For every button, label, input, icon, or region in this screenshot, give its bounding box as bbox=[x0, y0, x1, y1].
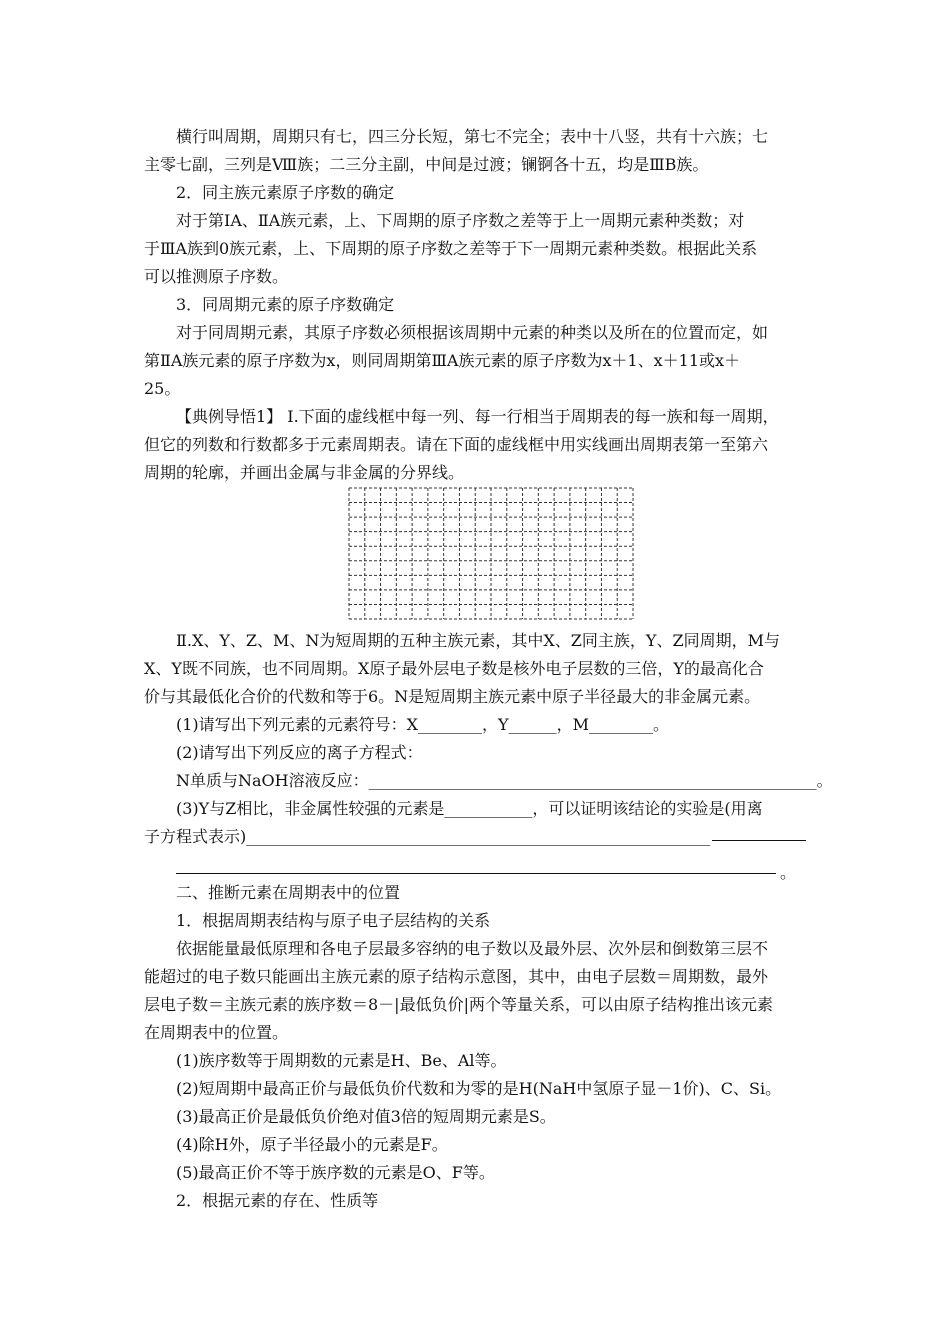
section-2-paragraph-4: 在周期表中的位置。 bbox=[144, 1023, 289, 1042]
subquestion-3-line-2[interactable]: 子方程式表示)__________________________________________________________ bbox=[144, 827, 711, 846]
question-2-line-2: X、Y既不同族，也不同周期。X原子最外层电子数是核外电子层数的三倍，Y的最高化合 bbox=[144, 659, 764, 678]
section-2-paragraph-2: 能超过的电子数只能画出主族元素的原子结构示意图，其中，由电子层数＝周期数，最外 bbox=[144, 967, 769, 986]
heading-same-group: 2．同主族元素原子序数的确定 bbox=[176, 183, 395, 202]
subquestion-3-period: 。 bbox=[780, 863, 797, 882]
list-item-5: (5)最高正价不等于族序数的元素是O、F等。 bbox=[176, 1163, 495, 1182]
dashed-grid-svg bbox=[348, 487, 634, 620]
section-2-paragraph-1: 依据能量最低原理和各电子层最多容纳的电子数以及最外层、次外层和倒数第三层不 bbox=[176, 939, 769, 958]
section-2-subheading-2: 2．根据元素的存在、性质等 bbox=[176, 1191, 379, 1210]
paragraph-same-period-1: 对于同周期元素，其原子序数必须根据该周期中元素的种类以及所在的位置而定，如 bbox=[176, 323, 769, 342]
paragraph-same-period-2: 第ⅡA族元素的原子序数为x，则同周期第ⅢA族元素的原子序数为x＋1、x＋11或x＋ bbox=[144, 351, 741, 370]
paragraph-same-period-3: 25。 bbox=[144, 379, 181, 398]
subquestion-2: (2)请写出下列反应的离子方程式： bbox=[176, 743, 423, 762]
question-2-line-3: 价与其最低化合价的代数和等于6。N是短周期主族元素中原子半径最大的非金属元素。 bbox=[144, 687, 761, 706]
paragraph-same-group-1: 对于第ⅠA、ⅡA族元素，上、下周期的原子序数之差等于上一周期元素种类数；对 bbox=[176, 211, 745, 230]
example-intro-3: 周期的轮廓，并画出金属与非金属的分界线。 bbox=[144, 463, 465, 482]
answer-blank-line[interactable] bbox=[176, 873, 776, 874]
example-intro-1: 【典例导悟1】 Ⅰ.下面的虚线框中每一列、每一行相当于周期表的每一族和每一周期， bbox=[176, 407, 779, 426]
list-item-3: (3)最高正价是最低负价绝对值3倍的短周期元素是S。 bbox=[176, 1107, 556, 1126]
subquestion-1[interactable]: (1)请写出下列元素的元素符号：X________，Y______，M________。 bbox=[176, 715, 670, 734]
heading-same-period: 3．同周期元素的原子序数确定 bbox=[176, 295, 395, 314]
paragraph-same-group-2: 于ⅢA族到0族元素，上、下周期的原子序数之差等于下一周期元素种类数。根据此关系 bbox=[144, 239, 758, 258]
dashed-grid-box[interactable] bbox=[348, 487, 634, 620]
section-2-heading: 二、推断元素在周期表中的位置 bbox=[176, 883, 401, 902]
mnemonic-line-1: 横行叫周期，周期只有七，四三分长短，第七不完全；表中十八竖，共有十六族；七 bbox=[176, 127, 769, 146]
list-item-1: (1)族序数等于周期数的元素是H、Be、Al等。 bbox=[176, 1051, 507, 1070]
answer-blank-end[interactable] bbox=[712, 840, 806, 841]
example-intro-2: 但它的列数和行数都多于元素周期表。请在下面的虚线框中用实线画出周期表第一至第六 bbox=[144, 435, 769, 454]
list-item-2: (2)短周期中最高正价与最低负价代数和为零的是H(NaH中氢原子显－1价)、C、Si。 bbox=[176, 1079, 782, 1098]
section-2-paragraph-3: 层电子数＝主族元素的族序数＝8－|最低负价|两个等量关系，可以由原子结构推出该元素 bbox=[144, 995, 773, 1014]
subquestion-3-line-1[interactable]: (3)Y与Z相比，非金属性较强的元素是___________，可以证明该结论的实验是(用离 bbox=[176, 799, 763, 818]
mnemonic-line-2: 主零七副，三列是Ⅷ族；二三分主副，中间是过渡；镧锕各十五，均是ⅢB族。 bbox=[144, 155, 709, 174]
question-2-line-1: Ⅱ.X、Y、Z、M、N为短周期的五种主族元素，其中X、Z同主族，Y、Z同周期，M与 bbox=[176, 631, 780, 650]
paragraph-same-group-3: 可以推测原子序数。 bbox=[144, 267, 289, 286]
list-item-4: (4)除H外，原子半径最小的元素是F。 bbox=[176, 1135, 448, 1154]
subquestion-2-answer[interactable]: N单质与NaOH溶液反应：________________________________________________________。 bbox=[176, 771, 833, 790]
section-2-subheading-1: 1．根据周期表结构与原子电子层结构的关系 bbox=[176, 911, 491, 930]
